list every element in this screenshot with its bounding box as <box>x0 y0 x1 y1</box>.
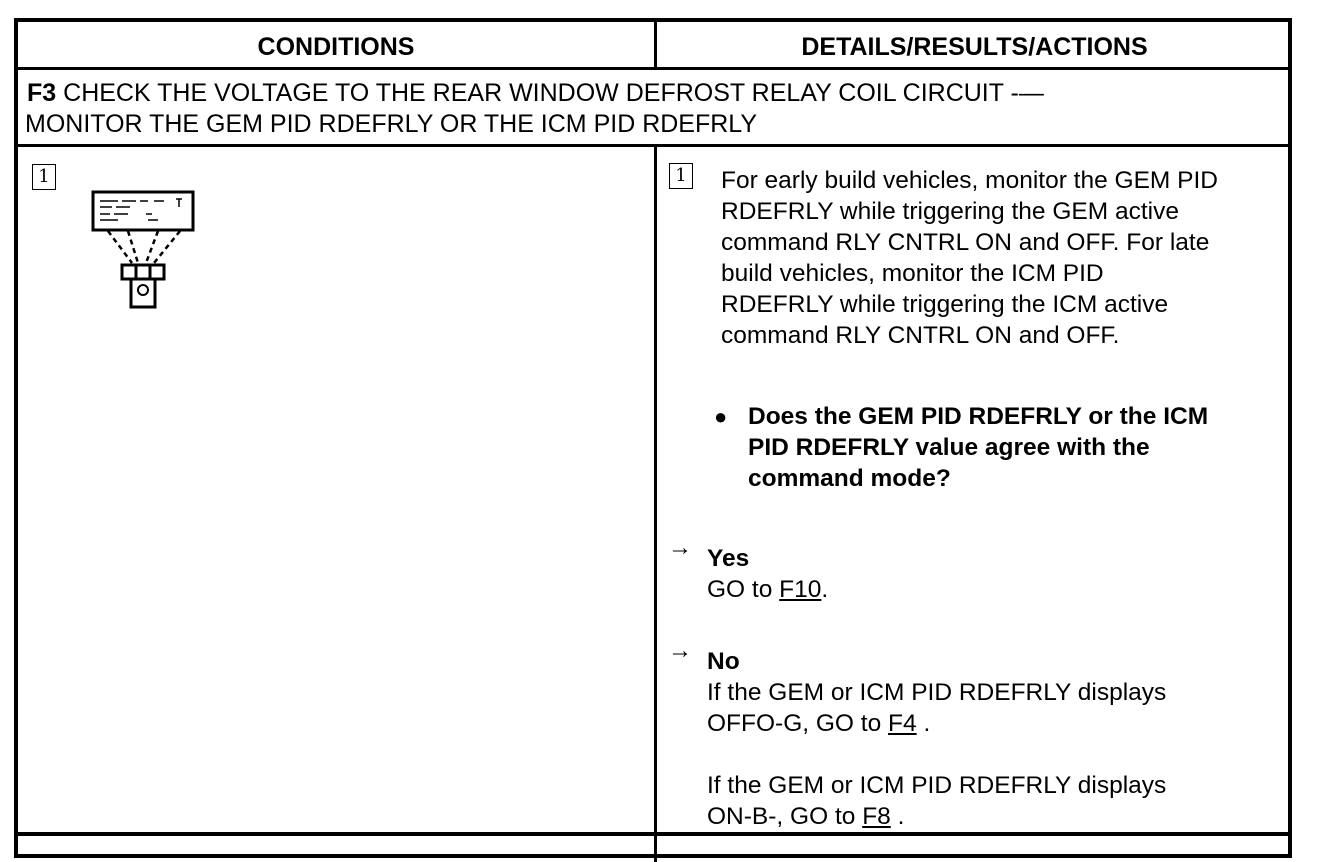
step-title-line-1 <box>27 78 1288 109</box>
question-line: Does the GEM PID RDEFRLY or the ICM <box>748 403 1209 430</box>
instruction-line: build vehicles, monitor the ICM PID <box>721 260 1104 287</box>
no-case-2-line: If the GEM or ICM PID RDEFRLY displays <box>707 772 1167 799</box>
scan-tool-icon <box>88 187 198 312</box>
instruction-line: command RLY CNTRL ON and OFF. <box>721 322 1120 349</box>
step-title-text: CHECK THE VOLTAGE TO THE REAR WINDOW DEFROST RELAY COIL CIRCUIT -— <box>63 79 1044 107</box>
yes-label: Yes <box>707 545 750 572</box>
no-case-1-line: If the GEM or ICM PID RDEFRLY displays <box>707 679 1167 706</box>
instruction-line: RDEFRLY while triggering the GEM active <box>721 198 1179 225</box>
question-text <box>748 401 1208 494</box>
link-f4[interactable]: F4 <box>888 710 917 737</box>
details-substep-number: 1 <box>669 163 693 189</box>
no-label: No <box>707 648 740 675</box>
step-title-line-2: MONITOR THE GEM PID RDEFRLY OR THE ICM PID RDEFRLY <box>25 110 758 138</box>
yes-action <box>707 574 828 605</box>
step-title-row <box>18 70 1288 147</box>
body-divider <box>654 147 657 862</box>
no-case-2-text: ON-B-, GO to <box>707 803 863 830</box>
yes-arrow-icon: → <box>668 534 692 561</box>
question-line: command mode? <box>748 465 951 492</box>
yes-branch <box>707 543 828 605</box>
bottom-rule <box>14 832 1292 836</box>
question-line: PID RDEFRLY value agree with the <box>748 434 1150 461</box>
no-case-2-action <box>707 801 1166 832</box>
conditions-header: CONDITIONS <box>257 33 415 61</box>
link-f10[interactable]: F10 <box>779 576 822 603</box>
bullet-icon: ● <box>714 404 728 429</box>
no-case-1-end: . <box>916 710 931 737</box>
instruction-text <box>721 165 1218 351</box>
details-header: DETAILS/RESULTS/ACTIONS <box>801 33 1148 61</box>
spacer <box>707 739 1166 770</box>
step-id: F3 <box>27 79 57 107</box>
diagnostic-table <box>14 18 1292 858</box>
conditions-substep-number: 1 <box>32 164 56 190</box>
instruction-line: RDEFRLY while triggering the ICM active <box>721 291 1169 318</box>
table-header <box>18 22 1288 70</box>
no-arrow-icon: → <box>668 637 692 664</box>
yes-action-end: . <box>821 576 829 603</box>
no-branch <box>707 646 1166 832</box>
no-case-2-end: . <box>890 803 905 830</box>
instruction-line: command RLY CNTRL ON and OFF. For late <box>721 229 1210 256</box>
no-case-1-action <box>707 708 1166 739</box>
instruction-line: For early build vehicles, monitor the GEM PID <box>721 167 1218 194</box>
link-f8[interactable]: F8 <box>862 803 891 830</box>
yes-action-text: GO to <box>707 576 780 603</box>
no-case-1-text: OFFO-G, GO to <box>707 710 889 737</box>
header-divider <box>654 22 657 67</box>
